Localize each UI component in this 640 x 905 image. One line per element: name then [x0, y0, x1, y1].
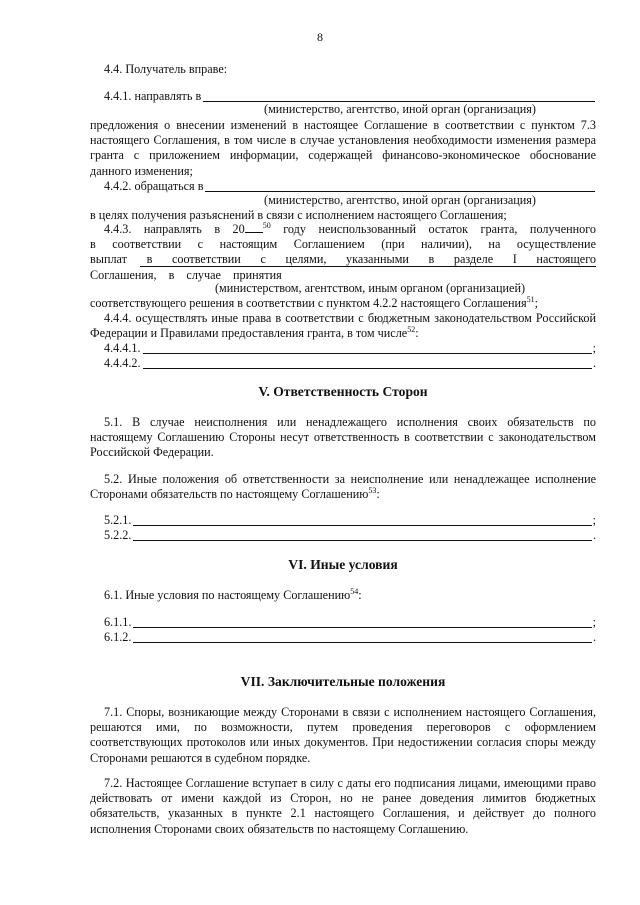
punct: ; [592, 341, 596, 355]
clause-5-2 [90, 472, 596, 502]
punct: . [592, 356, 596, 370]
item-label: 4.4.4.1. [104, 341, 141, 355]
item-blank-field[interactable] [133, 631, 592, 643]
ministry-blank-field[interactable] [203, 90, 595, 102]
punct: ; [592, 615, 596, 629]
footnote-52: 52 [407, 325, 416, 335]
clause-5-2-text: 5.2. Иные положения об ответственности за неисполнение или ненадлежащее исполнение Сторонами обязательств по настоящему Соглашению [90, 472, 596, 502]
item-label: 4.4.4.2. [104, 356, 141, 370]
clause-6-1 [90, 588, 596, 603]
clause-4-4-1-label: 4.4.1. направлять в [104, 89, 202, 103]
item-6-1-1 [90, 615, 596, 630]
section-4-4-title: 4.4. Получатель вправе: [104, 62, 228, 76]
footnote-51: 51 [526, 295, 535, 304]
clause-4-4-3-text: неиспользованный остаток гранта, полученного в соответствии с настоящим Соглашением (при наличии), на осуществление выплат в соответствии с целями, указанными в разделе I настоящего Соглашения, в случае принятия [90, 222, 597, 282]
punct: . [592, 528, 596, 542]
item-5-2-1 [90, 513, 596, 528]
punct: ; [534, 296, 539, 310]
clause-4-4-1-text: предложения о внесении изменений в настоящее Соглашение в соответствии с пунктом 7.3 настоящего Соглашения, в том числе в случае установления необходимости изменения размера гранта с приложением информации, содержащей финансово-экономическое обоснование данного изменения; [90, 118, 596, 178]
section-6-heading: VI. Иные условия [288, 557, 398, 572]
clause-4-4-3-end [90, 296, 596, 311]
ministry-caption: (министерство, агентство, иной орган (организация) [264, 102, 536, 116]
clause-4-4-3-start: 4.4.3. направлять в 20 [104, 222, 245, 236]
clause-5-1: 5.1. В случае неисполнения или ненадлежащего исполнения своих обязательств по настоящему Соглашению Стороны несут ответственность в соответствии с законодательством Российской Федерации. [90, 415, 596, 460]
punct: : [358, 588, 362, 602]
clause-7-2: 7.2. Настоящее Соглашение вступает в силу с даты его подписания лицами, имеющими право действовать от имени каждой из Сторон, но не ранее доведения лимитов бюджетных обязательств, указанных в пункте 2.1 настоящего Соглашения, и действует до полного исполнения Сторонами своих обязательств по настоящему Соглашению. [90, 776, 596, 836]
item-label: 5.2.2. [104, 528, 132, 542]
item-label: 6.1.1. [104, 615, 132, 629]
clause-4-4-3-decision: соответствующего решения в соответствии с пунктом 4.2.2 настоящего Соглашения [90, 296, 527, 310]
footnote-54: 54 [350, 587, 359, 596]
clause-4-4-4 [90, 311, 596, 341]
ministry-blank-field-2[interactable] [205, 180, 595, 192]
footnote-53: 53 [368, 486, 377, 496]
ministry-caption-2: (министерство, агентство, иной орган (организация) [264, 193, 536, 207]
clause-4-4-3-year-word: году [283, 222, 306, 236]
section-5-heading: V. Ответственность Сторон [258, 384, 428, 399]
punct: : [376, 487, 380, 502]
clause-4-4-4-text: 4.4.4. осуществлять иные права в соответствии с бюджетным законодательством Российской Федерации и Правилами предоставления гранта, в том числе [90, 311, 596, 341]
punct: : [415, 326, 419, 341]
footnote-50: 50 [262, 221, 271, 230]
item-blank-field[interactable] [133, 616, 591, 628]
clause-6-1-text: 6.1. Иные условия по настоящему Соглашению [104, 588, 351, 602]
clause-4-4-2-line [90, 179, 596, 194]
item-blank-field[interactable] [133, 529, 592, 541]
punct: ; [592, 513, 596, 527]
item-blank-field[interactable] [143, 357, 592, 369]
page-number: 8 [317, 30, 323, 44]
punct: . [592, 630, 596, 644]
item-5-2-2 [90, 528, 596, 543]
item-6-1-2 [90, 630, 596, 645]
clause-4-4-2-label: 4.4.2. обращаться в [104, 179, 204, 193]
ministry-blank-field-3[interactable] [140, 266, 596, 267]
clause-7-1: 7.1. Споры, возникающие между Сторонами в связи с исполнением настоящего Соглашения, решаются ими, по возможности, путем проведения переговоров с оформлением соответствующих протоколов или иных документов. При недостижении согласия споры между Сторонами решаются в судебном порядке. [90, 705, 596, 765]
clause-4-4-3 [90, 222, 596, 283]
item-blank-field[interactable] [133, 514, 591, 526]
clause-4-4-2-text: в целях получения разъяснений в связи с исполнением настоящего Соглашения; [90, 208, 507, 222]
year-blank-field[interactable] [245, 222, 263, 233]
item-label: 6.1.2. [104, 630, 132, 644]
item-4-4-4-1 [90, 341, 596, 356]
item-4-4-4-2 [90, 356, 596, 371]
section-7-heading: VII. Заключительные положения [240, 674, 446, 689]
ministry-caption-3: (министерством, агентством, иным органом (организацией) [214, 281, 526, 295]
item-label: 5.2.1. [104, 513, 132, 527]
item-blank-field[interactable] [143, 342, 592, 354]
